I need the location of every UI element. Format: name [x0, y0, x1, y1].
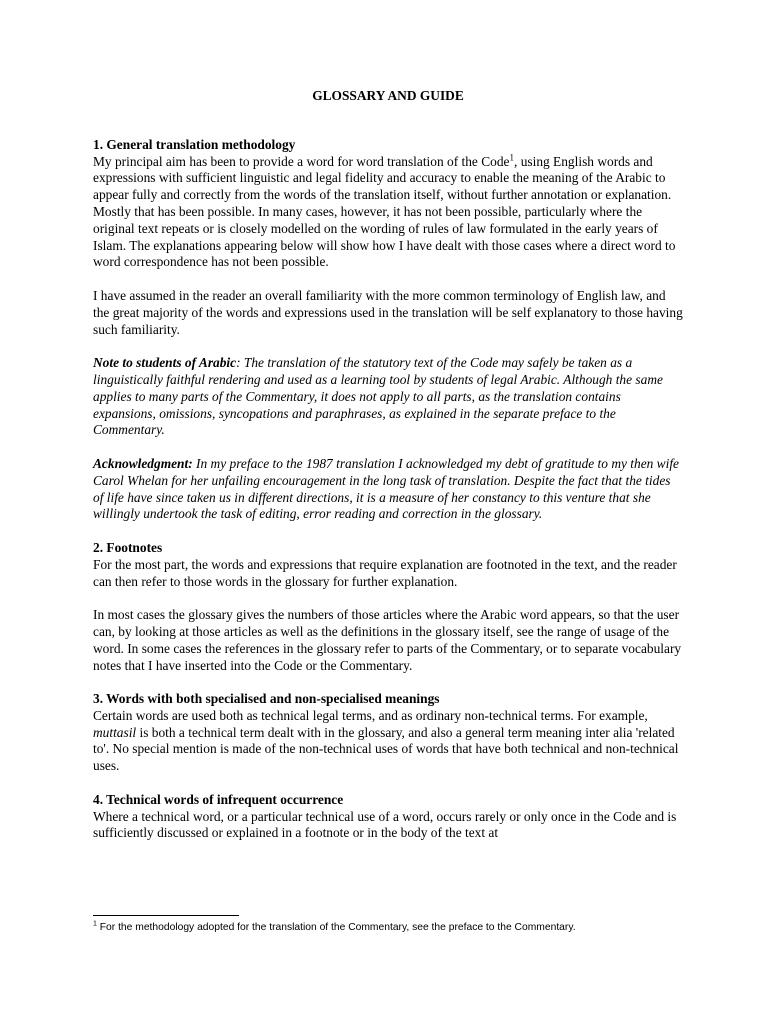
footnote-number: 1: [93, 920, 97, 928]
footnote-text: For the methodology adopted for the translation of the Commentary, see the preface to the Commentary.: [96, 922, 576, 933]
section-3-heading: 3. Words with both specialised and non-specialised meanings: [93, 691, 440, 707]
section-1-paragraph-2: I have assumed in the reader an overall familiarity with the more common terminology of English law, and the great majority of the words and expressions used in the translation will be self explanatory to those having such familiarity.: [93, 287, 683, 337]
section-3-paragraph-1-text-b: is both a technical term dealt with in the glossary, and also a general term meaning inter alia 'related to'. No special mention is made of the non-technical uses of words that have both technical and non-technical uses.: [93, 724, 679, 774]
document-page: [93, 88, 683, 842]
document-title: GLOSSARY AND GUIDE: [312, 88, 464, 103]
section-2-paragraph-2: In most cases the glossary gives the numbers of those articles where the Arabic word appears, so that the user can, by looking at those articles as well as the definitions in the glossary itself, see the range of usage of the word. In some cases the references in the glossary refer to parts of the Commentary, or to separate vocabulary notes that I have inserted into the Code or the Commentary.: [93, 607, 682, 673]
footnote-reference: 1: [509, 152, 514, 163]
note-text: : The translation of the statutory text of the Code may safely be taken as a linguistically faithful rendering and used as a learning tool by students of legal Arabic. Although the same applies to many parts of the Commentary, it does not apply to all parts, as the translation contains expansions, omissions, syncopations and paraphrases, as explained in the separate preface to the Commentary.: [93, 355, 663, 438]
section-2-paragraph-1: For the most part, the words and expressions that require explanation are footnoted in the text, and the reader can then refer to those words in the glossary for further explanation.: [93, 556, 677, 589]
section-1-paragraph-1-text-a: My principal aim has been to provide a word for word translation of the Code: [93, 153, 510, 169]
section-1-heading: 1. General translation methodology: [93, 136, 296, 152]
acknowledgment: [93, 456, 683, 523]
section-4-heading: 4. Technical words of infrequent occurrence: [93, 791, 344, 807]
footnote: [93, 921, 693, 934]
section-4-paragraph-1: Where a technical word, or a particular technical use of a word, occurs rarely or only once in the Code and is sufficiently discussed or explained in a footnote or in the body of the text at: [93, 808, 677, 841]
section-2-heading: 2. Footnotes: [93, 539, 163, 555]
footnote-separator: [93, 915, 239, 916]
section-3-paragraph-1: [93, 708, 683, 775]
section-1-paragraph-1: [93, 154, 683, 272]
note-to-students: [93, 355, 683, 439]
term-muttasil: muttasil: [93, 724, 137, 740]
section-1-paragraph-1-text-b: , using English words and expressions with sufficient linguistic and legal fidelity and accuracy to enable the meaning of the Arabic to appear fully and correctly from the words of the translation itself, without further annotation or explanation. Mostly that has been possible. In many cases, however, it has not been possible, particularly where the original text repeats or is closely modelled on the wording of rules of law formulated in the early years of Islam. The explanations appearing below will show how I have dealt with those cases where a direct word to word correspondence has not been possible.: [93, 153, 676, 270]
section-3-paragraph-1-text-a: Certain words are used both as technical legal terms, and as ordinary non-technical terms. For example,: [93, 707, 648, 723]
acknowledgment-label: Acknowledgment:: [93, 455, 193, 471]
acknowledgment-text: In my preface to the 1987 translation I acknowledged my debt of gratitude to my then wife Carol Whelan for her unfailing encouragement in the long task of translation. Despite the fact that the tides of life have since taken us in different directions, it is a measure of her constancy to this venture that she willingly undertook the task of editing, error reading and correction in the glossary.: [93, 455, 679, 522]
note-label: Note to students of Arabic: [93, 355, 237, 371]
